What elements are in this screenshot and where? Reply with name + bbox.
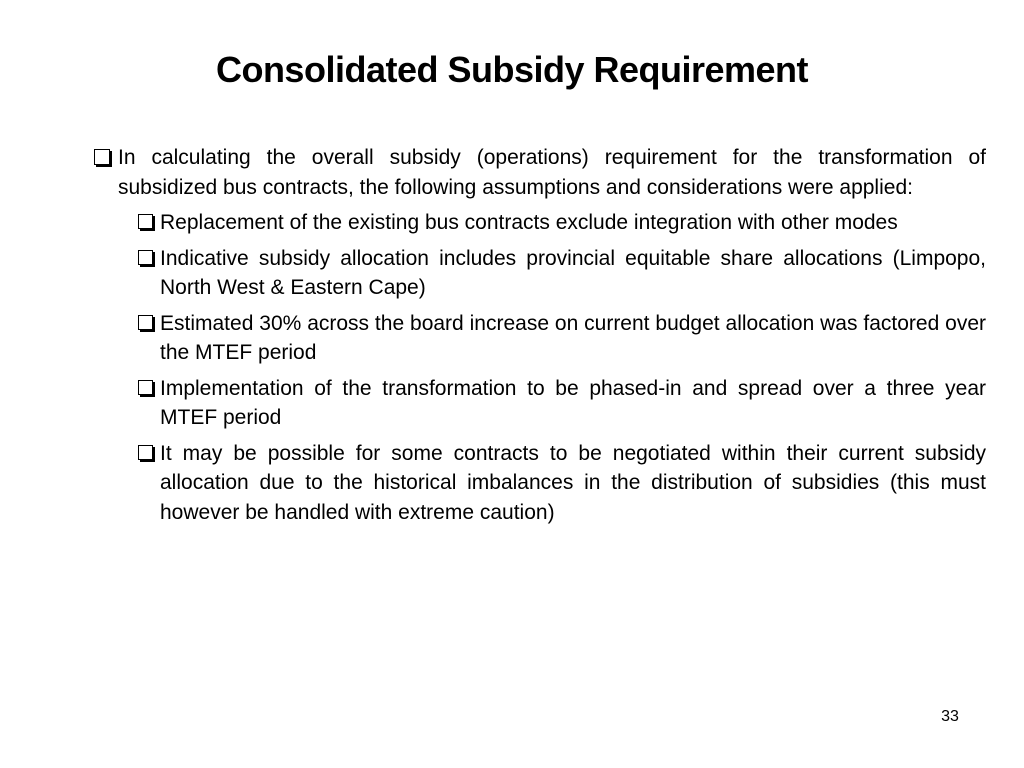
checkbox-bullet-icon [138, 315, 153, 330]
main-bullet [94, 143, 986, 202]
sub-bullet-text: Indicative subsidy allocation includes provincial equitable share allocations (Limpopo, North West & Eastern Cape) [160, 246, 986, 299]
checkbox-bullet-icon [138, 445, 153, 460]
sub-bullet [138, 439, 986, 528]
checkbox-bullet-icon [138, 380, 153, 395]
sub-bullet [138, 309, 986, 368]
checkbox-bullet-icon [138, 250, 153, 265]
page-number: 33 [941, 708, 959, 725]
sub-bullet-list [90, 208, 986, 527]
sub-bullet-text: Estimated 30% across the board increase on current budget allocation was factored over the MTEF period [160, 311, 986, 364]
sub-bullet-text: Implementation of the transformation to be phased-in and spread over a three year MTEF period [160, 376, 986, 429]
sub-bullet-text: It may be possible for some contracts to be negotiated within their current subsidy allocation due to the historical imbalances in the distribution of subsidies (this must however be handled with extreme caution) [160, 441, 986, 524]
sub-bullet [138, 374, 986, 433]
sub-bullet [138, 244, 986, 303]
checkbox-bullet-icon [138, 214, 153, 229]
slide-title: Consolidated Subsidy Requirement [215, 49, 809, 90]
main-bullet-text: In calculating the overall subsidy (operations) requirement for the transformation of subsidized bus contracts, the following assumptions and considerations were applied: [118, 146, 986, 199]
checkbox-bullet-icon [94, 149, 110, 165]
sub-bullet [138, 208, 986, 238]
slide-content [90, 143, 986, 533]
sub-bullet-text: Replacement of the existing bus contracts exclude integration with other modes [160, 211, 898, 234]
